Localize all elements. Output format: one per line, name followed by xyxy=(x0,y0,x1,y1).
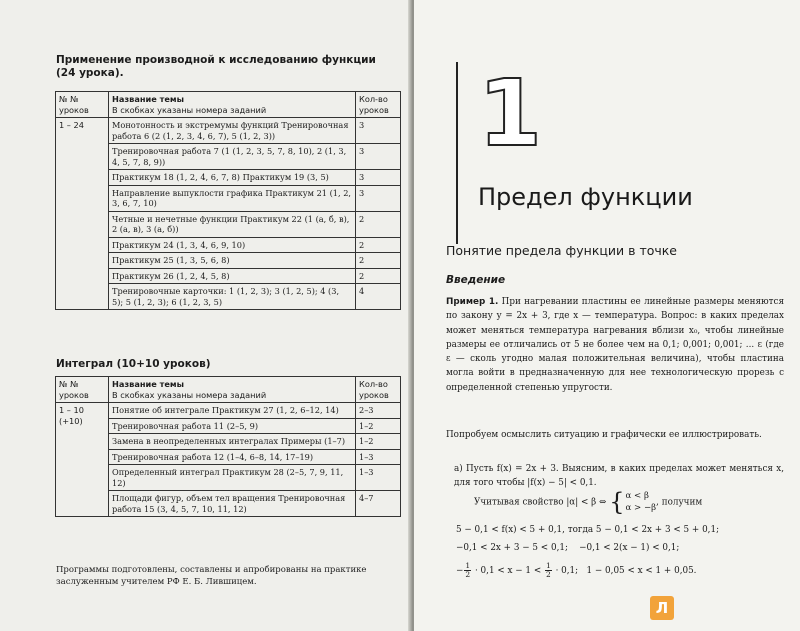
equation-line-1: 5 − 0,1 < f(x) < 5 + 0,1, тогда 5 − 0,1 < 2x + 3 < 5 + 0,1; xyxy=(456,525,720,535)
section2-title: Интеграл (10+10 уроков) xyxy=(56,358,211,370)
count-cell: 3 xyxy=(356,185,401,211)
count-cell: 3 xyxy=(356,118,401,144)
fraction-numerator: 1 xyxy=(545,561,551,570)
count-cell: 4 xyxy=(356,284,401,310)
property-prefix: Учитывая свойство |α| < β ⇔ xyxy=(474,497,607,508)
equation-3a: · 0,1 < x − 1 < xyxy=(474,566,542,576)
header-topic xyxy=(109,377,356,403)
header-count: Кол-во уроков xyxy=(356,377,401,403)
header-lessons-num: № № уроков xyxy=(56,92,109,118)
topic-cell: Определенный интеграл Практикум 28 (2–5, 7, 9, 11, 12) xyxy=(109,465,356,491)
publisher-logo: Л xyxy=(650,596,674,620)
item-a: а) Пусть f(x) = 2x + 3. Выясним, в каких пределах может меняться x, для того чтобы |f(x) − 5| < 0,1. xyxy=(454,464,784,489)
section1-subtitle: (24 урока). xyxy=(56,67,124,79)
fraction-numerator: 1 xyxy=(465,561,471,570)
property-case1: α < β xyxy=(625,491,649,501)
table-derivative xyxy=(55,91,401,310)
topic-cell: Монотонность и экстремумы функций Тренировочная работа 6 (2 (1, 2, 3, 4, 6, 7), 5 (1, 2, 3)) xyxy=(109,118,356,144)
header-topic-sub: В скобках указаны номера заданий xyxy=(112,104,267,115)
chapter-title: Предел функции xyxy=(478,183,693,211)
header-topic-title: Название темы xyxy=(112,94,185,104)
section1-title-text: Применение производной к исследованию функции xyxy=(56,54,376,66)
count-cell: 1–3 xyxy=(356,465,401,491)
try-paragraph: Попробуем осмыслить ситуацию и графически ее иллюстрировать. xyxy=(446,430,762,440)
equation-line-2 xyxy=(456,542,679,555)
count-cell: 2 xyxy=(356,268,401,284)
fraction-half xyxy=(464,562,471,579)
table-header-row xyxy=(56,377,401,403)
table-integral xyxy=(55,376,401,517)
count-cell: 2 xyxy=(356,253,401,269)
topic-cell: Практикум 26 (1, 2, 4, 5, 8) xyxy=(109,268,356,284)
topic-cell: Практикум 24 (1, 3, 4, 6, 9, 10) xyxy=(109,237,356,253)
equation-3c: 1 − 0,05 < x < 1 + 0,05. xyxy=(586,566,697,576)
topic-title: Понятие предела функции в точке xyxy=(446,243,677,258)
topic-cell: Замена в неопределенных интегралах Примеры (1–7) xyxy=(109,434,356,450)
property-case2: α > −β xyxy=(625,503,657,513)
example-text: При нагревании пластины ее линейные размеры меняются по закону y = 2x + 3, где x — температура. Вопрос: в каких пределах может меняться температура нагревания вблизи x₀, чтобы линейные размеры ее отличались от 5 не более чем на 0,1; 0,001; 0,001; ... ε (где ε — сколь угодно малая положительная величина), чтобы пластина могла войти в предназначенную для нее технологическую прорезь с определенной степенью упругости. xyxy=(446,297,784,393)
property-system xyxy=(626,490,657,514)
count-cell: 4–7 xyxy=(356,491,401,517)
count-cell: 2–3 xyxy=(356,403,401,419)
topic-cell: Практикум 25 (1, 3, 5, 6, 8) xyxy=(109,253,356,269)
count-cell: 1–2 xyxy=(356,418,401,434)
count-cell: 2 xyxy=(356,211,401,237)
chapter-bar xyxy=(456,62,458,244)
topic-cell: Практикум 18 (1, 2, 4, 6, 7, 8) Практикум 19 (3, 5) xyxy=(109,170,356,186)
header-lessons-num: № № уроков xyxy=(56,377,109,403)
topic-cell: Четные и нечетные функции Практикум 22 (1 (а, б, в), 2 (а, в), 3 (а, б)) xyxy=(109,211,356,237)
table-row xyxy=(56,403,401,419)
fraction-denominator: 2 xyxy=(545,570,551,579)
fraction-half xyxy=(545,562,552,579)
topic-cell: Тренировочные карточки: 1 (1, 2, 3); 3 (1, 2, 5); 4 (3, 5); 5 (1, 2, 3); 6 (1, 2, 3, 5) xyxy=(109,284,356,310)
topic-cell: Тренировочная работа 12 (1–4, 6–8, 14, 17–19) xyxy=(109,449,356,465)
count-cell: 1–3 xyxy=(356,449,401,465)
count-cell: 1–2 xyxy=(356,434,401,450)
header-topic xyxy=(109,92,356,118)
section1-title xyxy=(56,54,376,80)
topic-cell: Тренировочная работа 7 (1 (1, 2, 3, 5, 7, 8, 10), 2 (1, 3, 4, 5, 7, 8, 9)) xyxy=(109,144,356,170)
topic-cell: Площади фигур, объем тел вращения Тренировочная работа 15 (3, 4, 5, 7, 10, 11, 12) xyxy=(109,491,356,517)
intro-label: Введение xyxy=(446,274,506,286)
count-cell: 2 xyxy=(356,237,401,253)
header-topic-sub: В скобках указаны номера заданий xyxy=(112,389,267,400)
chapter-number: 1 xyxy=(478,60,543,167)
table-header-row xyxy=(56,92,401,118)
equation-2b: −0,1 < 2(x − 1) < 0,1; xyxy=(579,543,680,553)
property-line xyxy=(474,490,702,514)
lesson-range: 1 – 10 (+10) xyxy=(56,403,109,517)
property-suffix: , получим xyxy=(656,497,703,508)
header-count: Кол-во уроков xyxy=(356,92,401,118)
topic-cell: Тренировочная работа 11 (2–5, 9) xyxy=(109,418,356,434)
count-cell: 3 xyxy=(356,144,401,170)
brace-icon: { xyxy=(609,488,625,516)
count-cell: 3 xyxy=(356,170,401,186)
equation-2a: −0,1 < 2x + 3 − 5 < 0,1; xyxy=(456,543,568,553)
table-row xyxy=(56,118,401,144)
example-label: Пример 1. xyxy=(446,297,499,307)
topic-cell: Понятие об интеграле Практикум 27 (1, 2, 6–12, 14) xyxy=(109,403,356,419)
topic-cell: Направление выпуклости графика Практикум 21 (1, 2, 3, 6, 7, 10) xyxy=(109,185,356,211)
equation-line-3: − $\frac{1}{2}$ · 0,1 < x − 1 < $\frac{1}{2}$ · 0,1; 1 − 0,05 < x < 1 + 0,05. xyxy=(456,561,697,579)
fraction-denominator: 2 xyxy=(465,570,471,579)
example-paragraph xyxy=(446,295,784,395)
footnote: Программы подготовлены, составлены и апробированы на практике заслуженным учителем РФ Е. Б. Лившицем. xyxy=(56,565,367,587)
lesson-range: 1 – 24 xyxy=(56,118,109,310)
equation-3b: · 0,1; xyxy=(555,566,579,576)
header-topic-title: Название темы xyxy=(112,379,185,389)
